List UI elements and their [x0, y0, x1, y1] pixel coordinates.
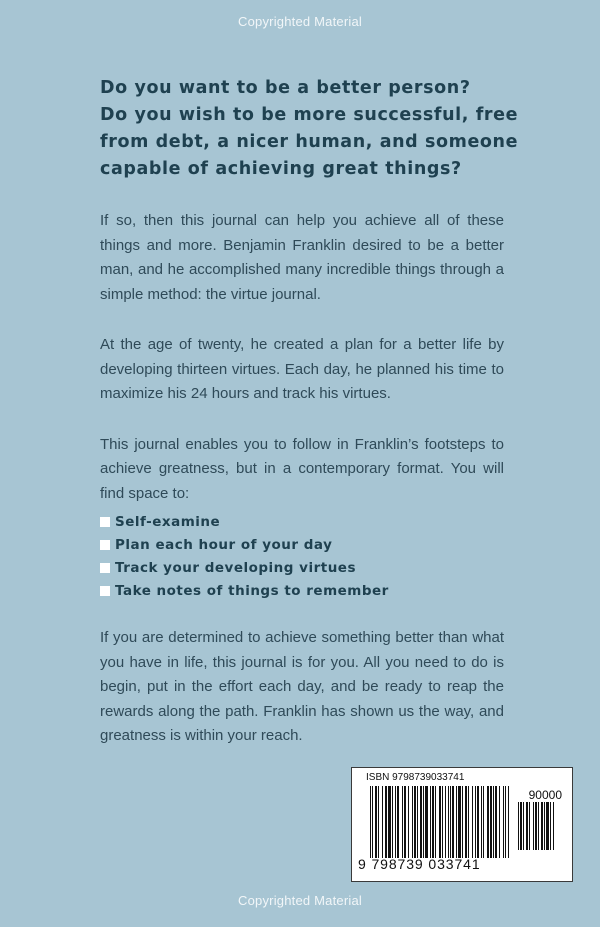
barcode-bar — [439, 786, 441, 858]
feature-list — [100, 510, 504, 602]
isbn-digits: 9 798739 033741 — [358, 856, 481, 872]
barcode-bar — [435, 786, 436, 858]
barcode-bar — [385, 786, 387, 858]
barcode-bar — [475, 786, 476, 858]
barcode-bar — [493, 786, 494, 858]
barcode-bar — [430, 786, 431, 858]
barcode-bar — [481, 786, 482, 858]
barcode-bar — [526, 802, 528, 850]
barcode-bar — [392, 786, 393, 858]
headline-line: Do you wish to be more successful, free — [100, 105, 519, 125]
barcode-bar — [538, 802, 539, 850]
barcode-bar — [408, 786, 409, 858]
barcode-bar — [541, 802, 543, 850]
barcode-bar — [423, 786, 424, 858]
barcode-bar — [535, 802, 537, 850]
barcode-bar — [546, 802, 549, 850]
barcode-bar — [378, 786, 379, 858]
barcode-bars — [370, 786, 512, 858]
barcode-bar — [503, 786, 504, 858]
intro-paragraph: If so, then this journal can help you achieve all of these things and more. Benjamin Franklin desired to be a better man, and he accomplished many incredible things through a simple method: the virtue journal. — [100, 212, 504, 303]
barcode-bar — [533, 802, 534, 850]
barcode-bar — [462, 786, 463, 858]
features-intro-paragraph: This journal enables you to follow in Franklin’s footsteps to achieve greatness, but in a contemporary format. You will find space to: — [100, 435, 504, 502]
headline-line: capable of achieving great things? — [100, 159, 462, 179]
feature-label: Self-examine — [115, 513, 221, 530]
copyright-watermark-top: Copyrighted Material — [238, 14, 362, 29]
barcode-bar — [483, 786, 484, 858]
barcode-bar — [518, 802, 519, 850]
history-paragraph: At the age of twenty, he created a plan for a better life by developing thirteen virtues. Each day, he planned his time to maximize his 24 hours and track his virtues. — [100, 336, 504, 402]
headline — [100, 75, 519, 183]
feature-label: Plan each hour of your day — [115, 536, 333, 553]
barcode-bar — [520, 802, 522, 850]
closing-paragraph: If you are determined to achieve something better than what you have in life, this journal is for you. All you need to do is begin, put in the effort each day, and be ready to reap the rewards along the path. Franklin has shown us the way, and greatness is within your reach. — [100, 629, 504, 744]
back-cover-text — [100, 75, 519, 775]
isbn-label: ISBN 9798739033741 — [366, 772, 465, 783]
barcode-bar — [553, 802, 554, 850]
barcode-bar — [505, 786, 506, 858]
barcode-bar — [445, 786, 446, 858]
barcode-bar — [550, 802, 551, 850]
list-item — [100, 533, 504, 556]
barcode-bar — [499, 786, 500, 858]
list-item — [100, 556, 504, 579]
barcode-bar — [472, 786, 473, 858]
barcode-bar — [395, 786, 396, 858]
headline-line: Do you want to be a better person? — [100, 78, 471, 98]
barcode-bar — [397, 786, 399, 858]
barcode-bar — [402, 786, 403, 858]
barcode-bar — [495, 786, 497, 858]
barcode-bar — [456, 786, 457, 858]
barcode-bar — [370, 786, 371, 858]
barcode-bar — [487, 786, 489, 858]
barcode-bar — [412, 786, 413, 858]
barcode-bar — [448, 786, 449, 858]
barcode-bar — [468, 786, 469, 858]
isbn-barcode — [352, 768, 572, 881]
barcode-bar — [523, 802, 524, 850]
barcode-bar — [452, 786, 454, 858]
barcode-bar — [450, 786, 451, 858]
price-code: 90000 — [528, 788, 562, 802]
feature-label: Track your developing virtues — [115, 559, 357, 576]
barcode-bar — [465, 786, 467, 858]
barcode-bar — [420, 786, 422, 858]
barcode-bar — [442, 786, 443, 858]
barcode-addon-bars — [518, 802, 564, 850]
barcode-bar — [404, 786, 406, 858]
copyright-watermark-bottom: Copyrighted Material — [238, 893, 362, 908]
barcode-bar — [490, 786, 492, 858]
list-item — [100, 510, 504, 533]
barcode-bar — [508, 786, 509, 858]
checkbox-icon — [100, 586, 110, 596]
list-item — [100, 579, 504, 602]
checkbox-icon — [100, 540, 110, 550]
barcode-bar — [382, 786, 383, 858]
headline-line: from debt, a nicer human, and someone — [100, 132, 519, 152]
barcode-bar — [375, 786, 377, 858]
barcode-bar — [529, 802, 530, 850]
barcode-bar — [388, 786, 391, 858]
barcode-bar — [417, 786, 418, 858]
barcode-bar — [544, 802, 545, 850]
checkbox-icon — [100, 517, 110, 527]
barcode-bar — [425, 786, 428, 858]
barcode-bar — [477, 786, 479, 858]
barcode-bar — [432, 786, 434, 858]
checkbox-icon — [100, 563, 110, 573]
barcode-bar — [372, 786, 373, 858]
barcode-bar — [414, 786, 416, 858]
barcode-bar — [458, 786, 461, 858]
feature-label: Take notes of things to remember — [115, 582, 389, 599]
